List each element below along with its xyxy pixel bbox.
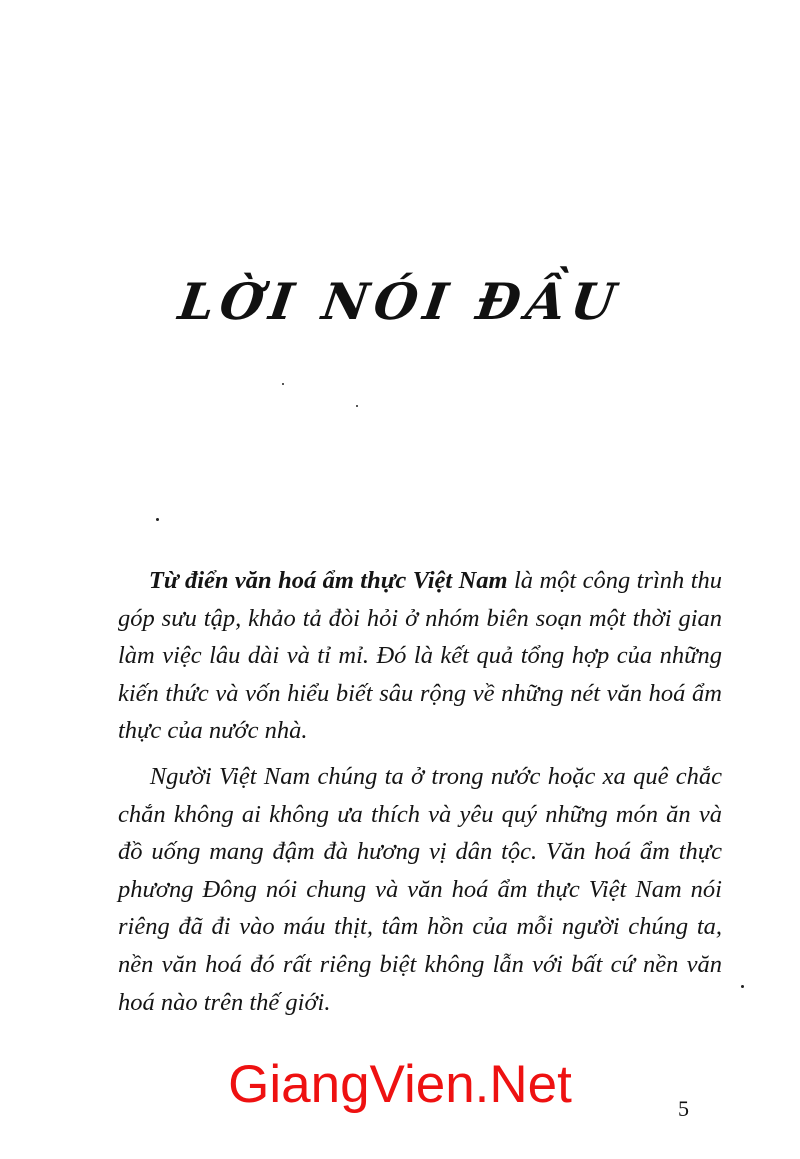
watermark-text: GiangVien.Net [228, 1055, 572, 1114]
scan-speck [741, 985, 744, 988]
paragraph-second [118, 758, 722, 1021]
book-title: Từ điển văn hoá ẩm thực Việt Nam [148, 567, 508, 594]
body-text [118, 562, 722, 1021]
page-number: 5 [678, 1096, 689, 1121]
scan-speck [156, 518, 159, 521]
paragraph-text: là một công trình thu góp sưu tập, khảo tả đòi hỏi ở nhóm biên soạn một thời gian làm việc lâu dài và tỉ mỉ. Đó là kết quả tổng hợp của những kiến thức và vốn hiểu biết sâu rộng về những nét văn hoá ẩm thực của nước nhà. [118, 567, 722, 745]
page-title: LỜI NÓI ĐẦU [175, 272, 625, 331]
paragraph-text: Người Việt Nam chúng ta ở trong nước hoặc xa quê chắc chắn không ai không ưa thích và yêu quý những món ăn và đồ uống mang đậm đà hương vị dân tộc. Văn hoá ẩm thực phương Đông nói chung và văn hoá ẩm thực Việt Nam nói riêng đã đi vào máu thịt, tâm hồn của mỗi người chúng ta, nền văn hoá đó rất riêng biệt không lẫn với bất cứ nền văn hoá nào trên thế giới. [118, 762, 722, 1016]
scan-speck [282, 383, 284, 385]
scan-speck [356, 405, 358, 407]
paragraph-intro [118, 562, 722, 750]
